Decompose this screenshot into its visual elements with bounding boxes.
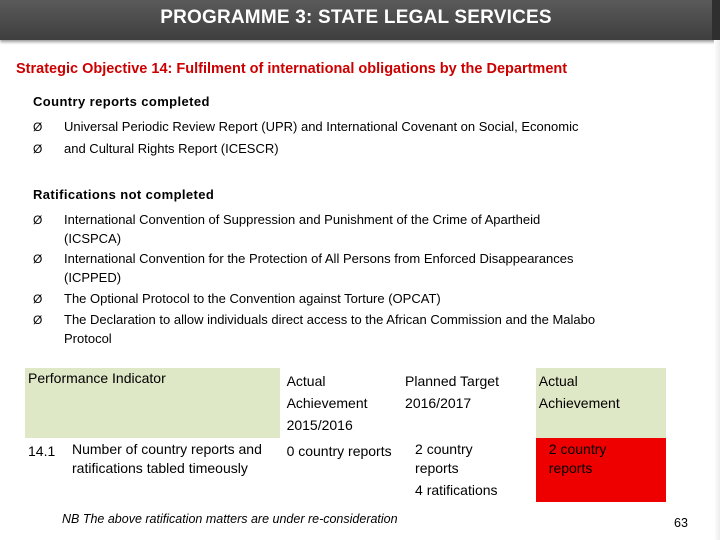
bullet-arrow-icon: Ø <box>33 213 43 227</box>
ratification-line: The Declaration to allow individuals direct access to the African Commission and the Malabo <box>64 312 596 327</box>
indicator-description: Number of country reports and ratifications tabled timeously <box>72 441 262 476</box>
header-edge <box>712 0 720 40</box>
header-actual-2015: Actual Achievement 2015/2016 <box>286 373 368 433</box>
bullet-arrow-icon: Ø <box>33 120 43 134</box>
strategic-objective: Strategic Objective 14: Fulfilment of international obligations by the Department <box>16 61 568 77</box>
completed-line: and Cultural Rights Report (ICESCR) <box>64 141 279 156</box>
ratification-line: International Convention for the Protection of All Persons from Enforced Disappearances <box>64 251 574 266</box>
ratification-line: (ICPPED) <box>64 270 122 285</box>
table-row <box>25 438 666 502</box>
ratification-line: International Convention of Suppression and Punishment of the Crime of Apartheid <box>64 212 541 227</box>
bullet-arrow-icon: Ø <box>33 252 43 266</box>
completed-section-title: Country reports completed <box>33 94 210 109</box>
bullet-arrow-icon: Ø <box>33 142 43 156</box>
bullet-arrow-icon: Ø <box>33 292 43 306</box>
actual-2016-value: 2 country reports <box>536 438 666 502</box>
page-title: PROGRAMME 3: STATE LEGAL SERVICES <box>160 7 552 28</box>
performance-table <box>25 368 666 502</box>
side-strip <box>714 40 720 540</box>
indicator-number: 14.1 <box>28 443 56 459</box>
not-completed-section-title: Ratifications not completed <box>33 187 215 202</box>
footnote: NB The above ratification matters are under re-consideration <box>62 512 398 526</box>
planned-target-value: 2 country reports 4 ratifications <box>415 441 498 498</box>
completed-line: Universal Periodic Review Report (UPR) and International Covenant on Social, Economic <box>64 119 579 134</box>
header-performance-indicator: Performance Indicator <box>25 368 280 438</box>
page-number: 63 <box>674 516 688 530</box>
ratification-line: (ICSPCA) <box>64 231 122 246</box>
slide-header <box>0 0 720 40</box>
actual-2015-value: 0 country reports <box>286 443 392 459</box>
table-header-row <box>25 368 666 438</box>
header-actual-2016: Actual Achievement <box>536 368 666 438</box>
ratification-line: The Optional Protocol to the Convention against Torture (OPCAT) <box>64 291 441 306</box>
header-planned-target: Planned Target 2016/2017 <box>405 373 499 411</box>
indicator-cell <box>25 438 280 502</box>
bullet-arrow-icon: Ø <box>33 313 43 327</box>
ratification-line: Protocol <box>64 331 112 346</box>
